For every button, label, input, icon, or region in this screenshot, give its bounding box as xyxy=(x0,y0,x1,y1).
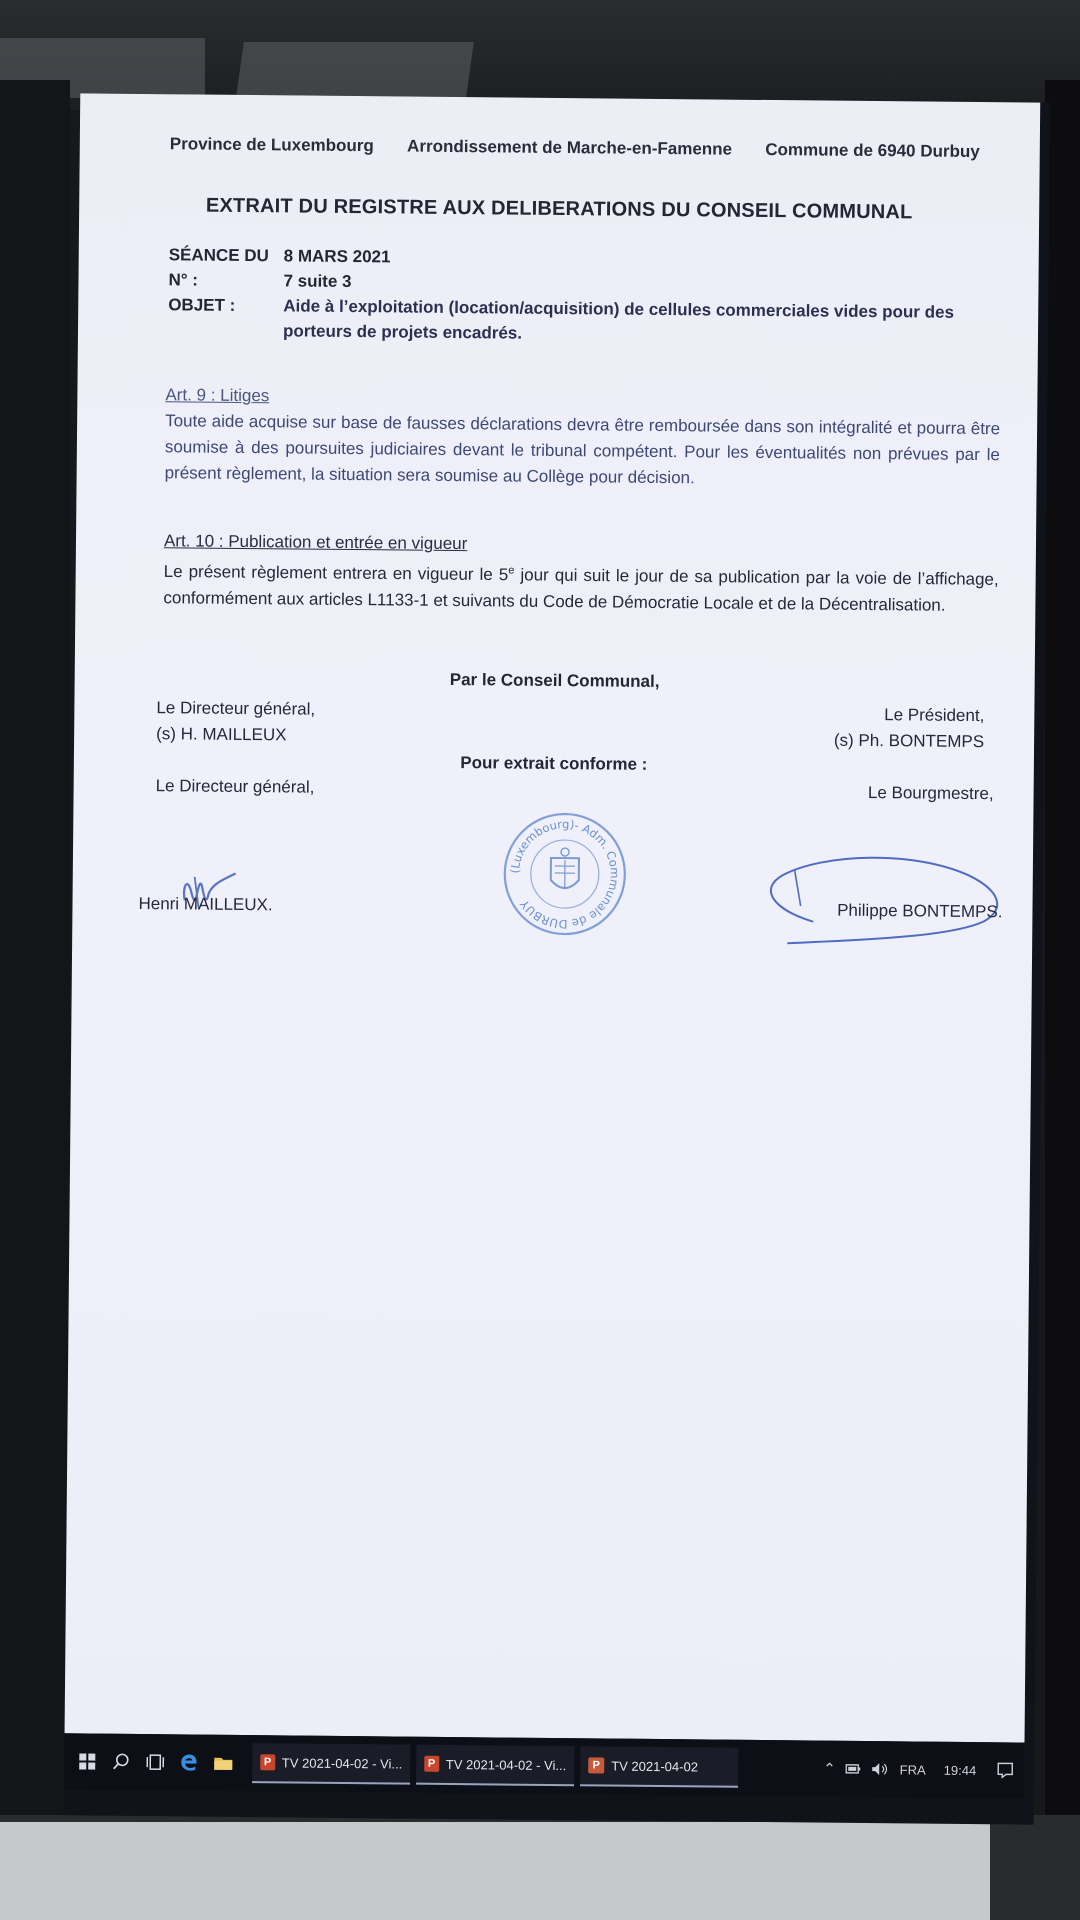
objet-label: OBJET : xyxy=(168,295,236,315)
seance-label: SÉANCE DU xyxy=(168,245,269,266)
bourgmestre-signature xyxy=(752,835,1003,947)
edge-browser-icon xyxy=(180,1753,198,1771)
article-10-superscript: e xyxy=(508,564,515,577)
notification-center-icon[interactable] xyxy=(996,1761,1014,1779)
taskbar-app-label: TV 2021-04-02 - Vi... xyxy=(445,1756,567,1773)
background-window xyxy=(236,42,474,97)
background-paper xyxy=(0,1822,990,1920)
language-indicator[interactable]: FRA xyxy=(899,1761,926,1778)
number-label: N° : xyxy=(168,270,199,290)
stamp-text: (Luxembourg)- Adm. Communale de DURBUY xyxy=(507,817,622,932)
document-title: EXTRAIT DU REGISTRE AUX DELIBERATIONS DU CONSEIL COMMUNAL xyxy=(205,194,913,224)
monitor-bezel-right xyxy=(1045,80,1080,1820)
file-explorer-button[interactable] xyxy=(206,1743,240,1783)
powerpoint-icon: P xyxy=(260,1754,275,1770)
header-arrondissement: Arrondissement de Marche-en-Famenne xyxy=(407,136,733,159)
number-value: 7 suite 3 xyxy=(283,271,352,291)
chevron-up-icon[interactable]: ⌃ xyxy=(823,1760,836,1778)
article-9 xyxy=(165,382,1001,494)
search-button[interactable] xyxy=(104,1742,138,1782)
clock-time[interactable]: 19:44 xyxy=(943,1762,977,1778)
taskbar-app-label: TV 2021-04-02 xyxy=(611,1758,699,1774)
search-icon xyxy=(112,1753,130,1771)
monitor-screen xyxy=(64,93,1050,1824)
objet-value: Aide à l’exploitation (location/acquisition) de cellules commerciales vides pour des porteurs de projets encadrés. xyxy=(282,296,955,343)
header-province: Province de Luxembourg xyxy=(169,134,374,156)
battery-icon[interactable] xyxy=(846,1763,862,1775)
article-10-text-part: jour qui suit le jour de sa publication par la voie de l’affichage, conformément aux articles L1133-1 et suivants du Code de Démocratie Locale et de la Décentralisation. xyxy=(163,565,999,615)
article-10-text xyxy=(163,554,999,619)
directeur-general-name: Henri MAILLEUX. xyxy=(138,893,273,915)
bourgmestre-name: Philippe BONTEMPS. xyxy=(837,900,1003,922)
folder-icon xyxy=(213,1755,233,1771)
directeur-general-label: Le Directeur général, xyxy=(156,698,316,719)
windows-taskbar xyxy=(64,1733,1024,1798)
header-commune: Commune de 6940 Durbuy xyxy=(765,139,980,162)
start-button[interactable] xyxy=(70,1741,104,1781)
article-9-title: Art. 9 : Litiges xyxy=(165,385,270,406)
directeur-general-label: Le Directeur général, xyxy=(155,776,315,797)
article-9-text: Toute aide acquise sur base de fausses déclarations devra être remboursée dans son intégralité et pourra être soumise à des poursuites judiciaires devant le tribunal compétent. Pour les éventualités non prévues par le présent règlement, la situation sera soumise au Collège pour décision. xyxy=(164,411,1001,488)
article-10 xyxy=(163,528,999,619)
powerpoint-viewer-icon: P xyxy=(588,1757,604,1773)
seance-value: 8 MARS 2021 xyxy=(283,246,391,267)
taskbar-app-powerpoint-viewer[interactable] xyxy=(580,1746,738,1788)
president-label: Le Président, xyxy=(884,705,985,726)
directeur-general-signature-line: (s) H. MAILLEUX xyxy=(156,724,287,745)
meeting-metadata xyxy=(168,242,969,350)
task-view-button[interactable] xyxy=(138,1742,172,1782)
powerpoint-icon: P xyxy=(424,1756,439,1772)
document-header xyxy=(170,134,980,162)
commune-stamp xyxy=(500,809,629,938)
pour-extrait-conforme: Pour extrait conforme : xyxy=(460,753,648,774)
bourgmestre-label: Le Bourgmestre, xyxy=(867,782,994,804)
taskbar-app-powerpoint-1[interactable] xyxy=(252,1743,410,1785)
system-tray xyxy=(823,1760,1024,1780)
speaker-icon[interactable] xyxy=(872,1762,890,1776)
taskbar-app-powerpoint-2[interactable] xyxy=(416,1745,574,1787)
task-view-icon xyxy=(145,1753,165,1771)
article-10-text-part: Le présent règlement entrera en vigueur le 5 xyxy=(163,561,509,585)
edge-button[interactable] xyxy=(172,1742,206,1782)
par-le-conseil: Par le Conseil Communal, xyxy=(449,669,660,691)
president-signature-line: (s) Ph. BONTEMPS xyxy=(833,730,985,752)
taskbar-app-label: TV 2021-04-02 - Vi... xyxy=(281,1754,403,1772)
article-10-title: Art. 10 : Publication et entrée en vigueur xyxy=(163,531,468,554)
windows-logo-icon xyxy=(78,1752,96,1770)
monitor-bezel-left xyxy=(0,80,70,1820)
document-page xyxy=(65,93,1041,1742)
